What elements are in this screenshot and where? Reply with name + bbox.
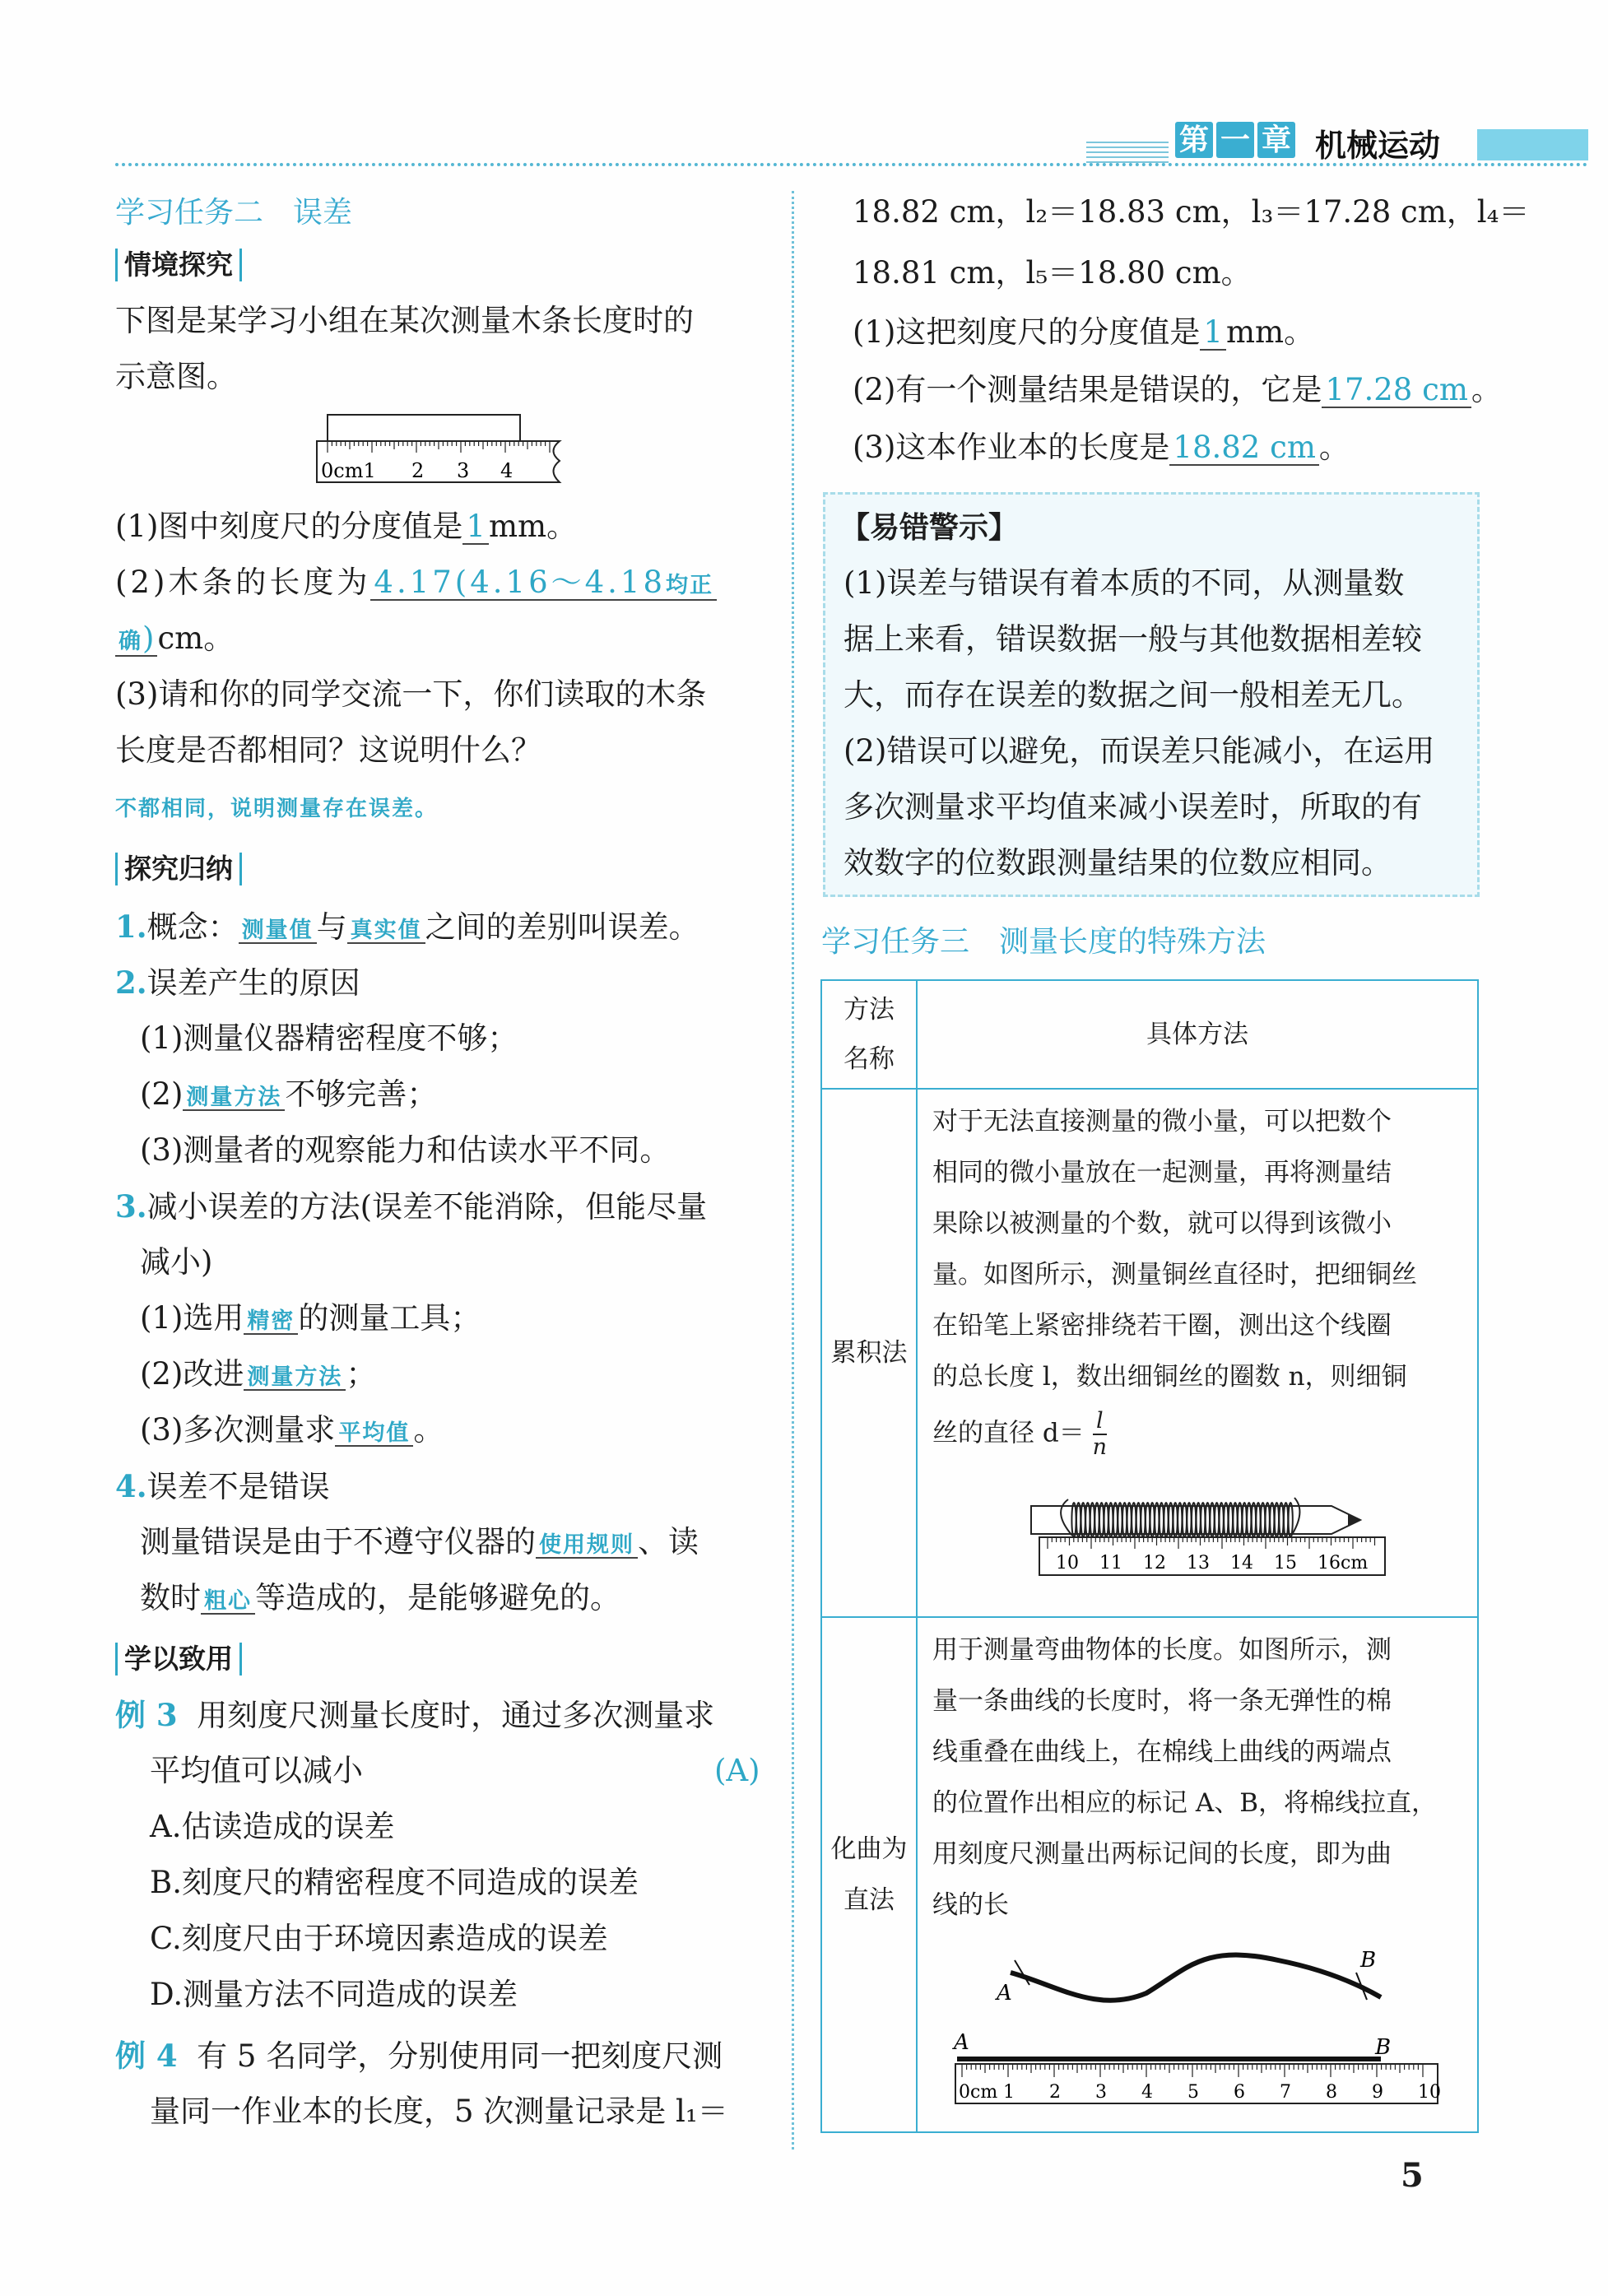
coil-ruler-label: 12 xyxy=(1143,1553,1166,1573)
special-methods-table xyxy=(820,979,1479,2133)
point-4-line-2: 数时 粗心 等造成的，是能够避免的。 xyxy=(140,1580,620,1615)
wood-ruler-figure xyxy=(313,411,576,494)
warning-line-2: 据上来看，错误数据一般与其他数据相差较 xyxy=(844,621,1422,657)
example-3-option-d: D.测量方法不同造成的误差 xyxy=(150,1977,518,2012)
q3-line-1: (3)请和你的同学交流一下，你们读取的木条 xyxy=(115,676,707,712)
table-header-method-detail: 具体方法 xyxy=(917,980,1478,1089)
straight-ruler-label: 0cm xyxy=(959,2082,998,2103)
ruler-label-3: 3 xyxy=(457,459,470,482)
pencil-tip xyxy=(1348,1514,1360,1526)
straight-ruler-label: 3 xyxy=(1095,2082,1107,2103)
point-2-3: (3)测量者的观察能力和估读水平不同。 xyxy=(140,1132,671,1168)
curve-label-a: A xyxy=(997,1981,1012,2006)
header-accent-bar xyxy=(1477,129,1588,160)
straight-ruler-label: 5 xyxy=(1187,2082,1199,2103)
example-3-option-c: C.刻度尺由于环境因素造成的误差 xyxy=(150,1921,608,1956)
example-3-line-1: 例 3 用刻度尺测量长度时，通过多次测量求 xyxy=(115,1697,715,1733)
situation-explore-label: 情境探究 xyxy=(115,249,242,281)
table-row xyxy=(821,1617,1478,2132)
coil-ruler-label: 11 xyxy=(1099,1553,1122,1573)
straight-ruler-label: 4 xyxy=(1141,2082,1153,2103)
apply-label: 学以致用 xyxy=(115,1643,242,1676)
straight-ruler-label: 9 xyxy=(1372,2082,1383,2103)
diameter-formula: 丝的直径 d＝ $\frac{l}{n}$ xyxy=(932,1408,1107,1460)
row1-method-detail: 对于无法直接测量的微小量，可以把数个 相同的微小量放在一起测量，再将测量结 果除以被测量的个数，就可以得到该微小 量。如图所示，测量铜丝直径时，把细铜丝 在铅笔上紧密排绕若干圈，测出这个线圈 的总长度 l，数出细铜丝的圈数 n，则细铜 丝的直径 d＝ $\frac{l}{n}$ 10 11 12 13 14 15 16cm xyxy=(917,1089,1478,1617)
q2-line-2: 确) cm。 xyxy=(115,611,234,667)
row2-method-detail: 用于测量弯曲物体的长度。如图所示，测 量一条曲线的长度时，将一条无弹性的棉 线重叠在曲线上，在棉线上曲线的两端点 的位置作出相应的标记 A、B，将棉线拉直， 用刻度尺测量出两标记间的长度，即为曲 线的长 A B A B 0cm 1 2 3 4 5 6 7 8 9 10 xyxy=(917,1617,1478,2132)
warning-line-4: (2)错误可以避免，而误差只能减小，在运用 xyxy=(844,733,1435,769)
example-4-line-1: 例 4 有 5 名同学，分别使用同一把刻度尺测 xyxy=(115,2038,723,2074)
task2-title: 学习任务二 误差 xyxy=(115,196,353,230)
column-separator xyxy=(792,191,794,2150)
point-3-1: (1)选用 精密 的测量工具； xyxy=(140,1300,481,1336)
coil-ruler-label: 10 xyxy=(1056,1553,1079,1573)
coil-ruler-label: 13 xyxy=(1187,1553,1210,1573)
coil-ruler-label: 15 xyxy=(1274,1553,1297,1573)
row1-method-name: 累积法 xyxy=(821,1089,917,1617)
chapter-title: 机械运动 xyxy=(1315,128,1441,164)
row2-method-name: 化曲为 直法 xyxy=(821,1617,917,2132)
curve-label-b: B xyxy=(1360,1948,1377,1973)
example-3-option-a: A.估读造成的误差 xyxy=(150,1809,395,1844)
wood-strip xyxy=(328,415,520,441)
chapter-char-2: 一 xyxy=(1216,122,1254,158)
point-3-3: (3)多次测量求 平均值 。 xyxy=(140,1412,444,1448)
warning-line-6: 效数字的位数跟测量结果的位数应相同。 xyxy=(844,845,1392,881)
coil-ruler-label: 16cm xyxy=(1318,1553,1369,1573)
example-3-line-2: 平均值可以减小 xyxy=(150,1753,363,1788)
point-2-2: (2) 测量方法 不够完善； xyxy=(140,1076,438,1112)
q1-line: (1)图中刻度尺的分度值是 1 mm。 xyxy=(115,509,578,544)
q1-answer: 1 xyxy=(462,511,489,545)
table-header-method-name: 方法 名称 xyxy=(821,980,917,1089)
q3-line-2: 长度是否都相同？这说明什么？ xyxy=(115,732,541,768)
line-label-b: B xyxy=(1375,2035,1392,2060)
intro-line-1: 下图是某学习小组在某次测量木条长度时的 xyxy=(115,303,694,338)
warning-title: 【易错警示】 xyxy=(840,511,1019,545)
ruler-label-0: 0cm1 xyxy=(321,459,376,482)
example-4-q3: (3)这本作业本的长度是 18.82 cm 。 xyxy=(853,430,1350,465)
point-2: 2.误差产生的原因 xyxy=(115,964,360,1001)
example-3-answer: (A) xyxy=(714,1753,760,1788)
straight-ruler-label: 8 xyxy=(1326,2082,1337,2103)
table-header-row xyxy=(821,980,1478,1089)
straight-ruler-label: 2 xyxy=(1049,2082,1061,2103)
q2-answer: 4.17(4.16～4.18均正 xyxy=(370,567,717,601)
straight-ruler-label: 10 xyxy=(1418,2082,1441,2103)
straight-ruler-label: 7 xyxy=(1280,2082,1291,2103)
point-3: 3.减小误差的方法(误差不能消除，但能尽量 xyxy=(115,1188,708,1225)
point-4-line-1: 测量错误是由于不遵守仪器的 使用规则 、读 xyxy=(140,1524,699,1559)
header-decoration-stripes xyxy=(1086,142,1169,163)
line-label-a: A xyxy=(954,2030,969,2055)
coil-pencil-figure xyxy=(1023,1466,1418,1582)
intro-line-2: 示意图。 xyxy=(115,359,237,394)
chapter-char-1: 第 xyxy=(1175,122,1213,158)
point-4: 4.误差不是错误 xyxy=(115,1468,330,1504)
ruler-label-2: 2 xyxy=(411,459,425,482)
page-number: 5 xyxy=(1401,2156,1424,2195)
coil-ruler-label: 14 xyxy=(1230,1553,1253,1573)
example-3-option-b: B.刻度尺的精密程度不同造成的误差 xyxy=(150,1865,639,1900)
point-3-2: (2)改进 测量方法 ； xyxy=(140,1356,377,1392)
header-dotted-rule xyxy=(115,163,1588,166)
example-4-line-4: 18.81 cm，l₅＝18.80 cm。 xyxy=(853,255,1252,290)
task3-title: 学习任务三 测量长度的特殊方法 xyxy=(821,925,1266,959)
example-4-q2: (2)有一个测量结果是错误的，它是 17.28 cm 。 xyxy=(853,372,1502,407)
example-4-line-3: 18.82 cm，l₂＝18.83 cm，l₃＝17.28 cm，l₄＝ xyxy=(853,194,1530,230)
error-warning-box xyxy=(823,492,1480,897)
ruler-label-4: 4 xyxy=(500,459,514,482)
point-1: 1.概念： 测量值 与 真实值 之间的差别叫误差。 xyxy=(115,909,699,945)
warning-line-1: (1)误差与错误有着本质的不同，从测量数 xyxy=(844,565,1405,601)
q2-line: (2)木条的长度为 4.17(4.16～4.18均正 xyxy=(115,555,717,611)
q3-answer: 不都相同，说明测量存在误差。 xyxy=(115,797,439,821)
straight-ruler-label: 1 xyxy=(1003,2082,1015,2103)
straight-ruler-label: 6 xyxy=(1234,2082,1245,2103)
example-4-line-2: 量同一作业本的长度，5 次测量记录是 l₁＝ xyxy=(150,2094,728,2129)
curve-ruler-figure xyxy=(932,1936,1443,2125)
point-2-1: (1)测量仪器精密程度不够； xyxy=(140,1020,518,1056)
warning-line-3: 大，而存在误差的数据之间一般相差无几。 xyxy=(844,677,1422,713)
example-4-q1: (1)这把刻度尺的分度值是 1 mm。 xyxy=(853,314,1315,350)
inquiry-summary-label: 探究归纳 xyxy=(115,853,242,885)
warning-line-5: 多次测量求平均值来减小误差时，所取的有 xyxy=(844,789,1422,825)
curve-line xyxy=(1011,1955,1381,2001)
chapter-char-3: 章 xyxy=(1257,122,1295,158)
table-row xyxy=(821,1089,1478,1617)
point-3-line-2: 减小) xyxy=(140,1244,213,1280)
